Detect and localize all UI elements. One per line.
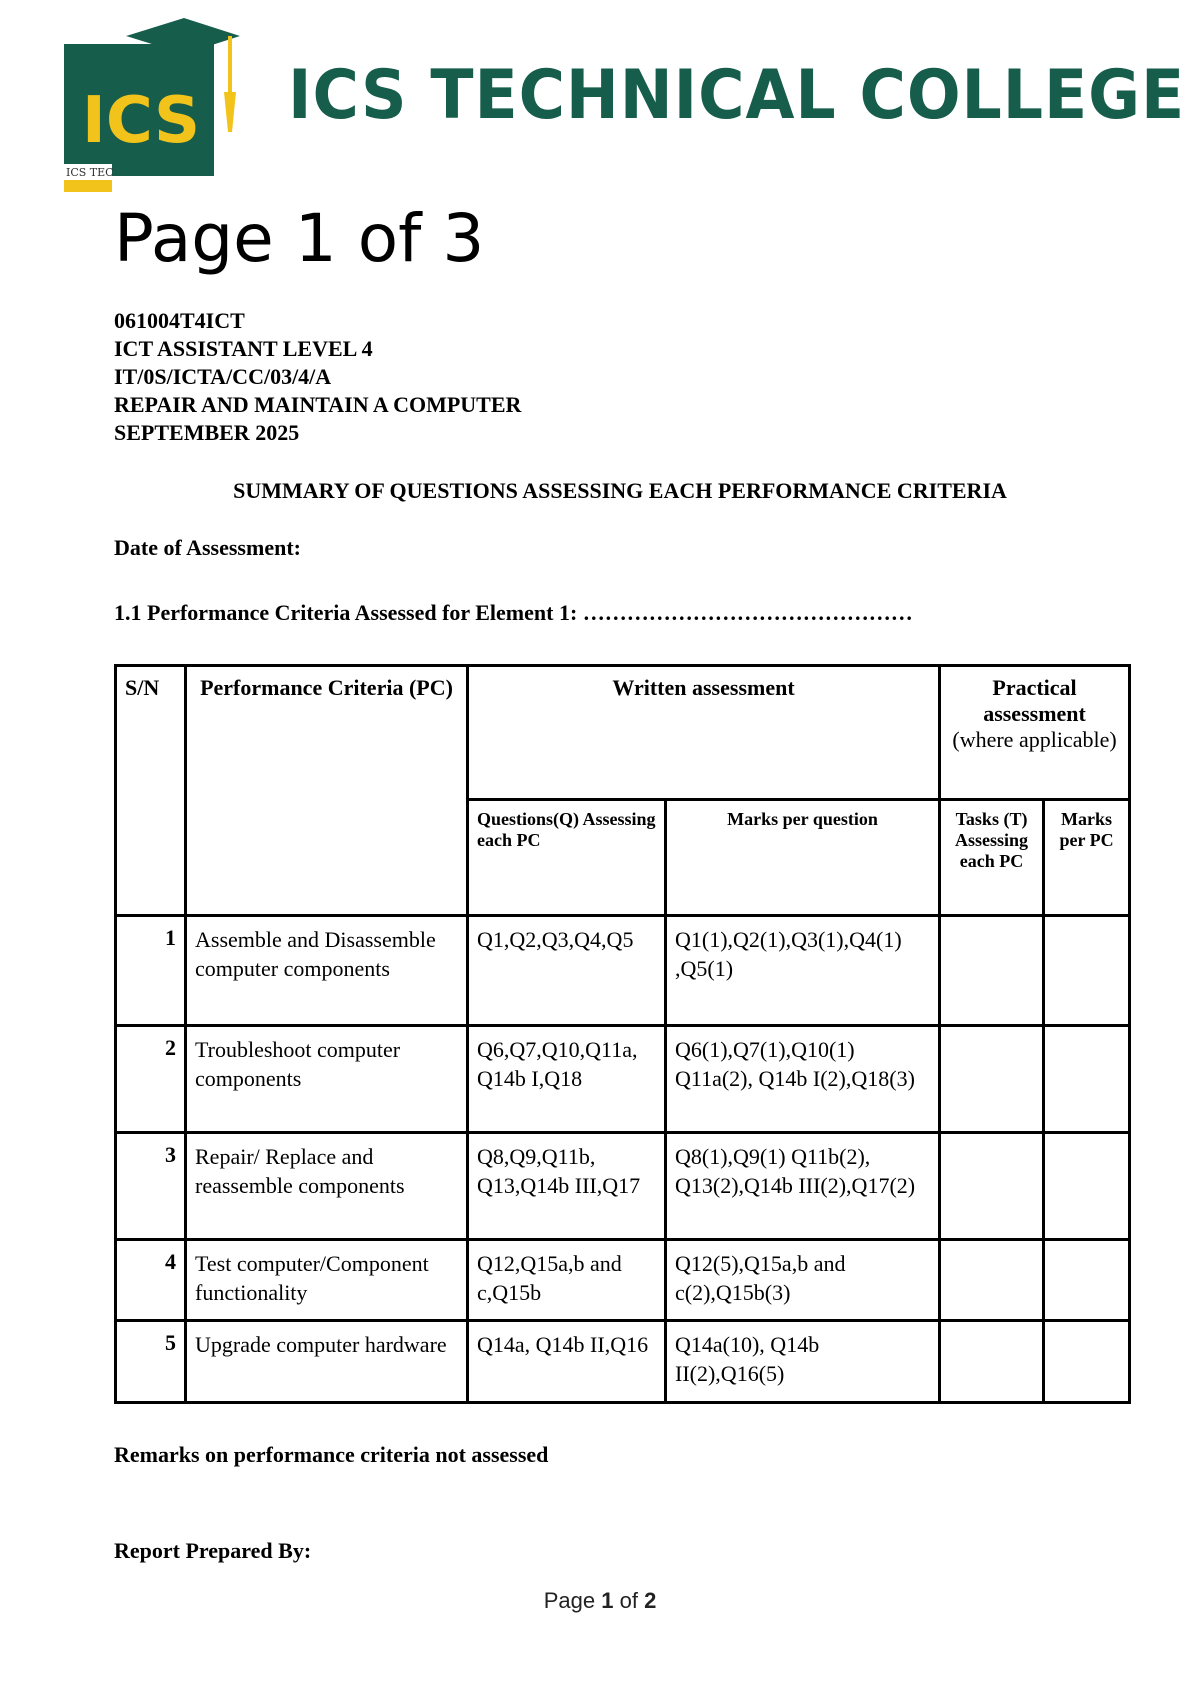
row-marks: Q6(1),Q7(1),Q10(1) Q11a(2), Q14b I(2),Q18(3) bbox=[666, 1026, 940, 1133]
row-tasks bbox=[940, 1321, 1044, 1403]
row-marks-pc bbox=[1044, 1026, 1130, 1133]
row-sn: 5 bbox=[116, 1321, 186, 1403]
row-marks-pc bbox=[1044, 1321, 1130, 1403]
table-row bbox=[116, 916, 1130, 1026]
header-practical-note: (where applicable) bbox=[952, 727, 1117, 752]
college-name: ICS TECHNICAL COLLEGE bbox=[288, 56, 1186, 135]
logo-subtext: ICS TEC bbox=[66, 166, 114, 179]
pc-element-line: 1.1 Performance Criteria Assessed for Element 1: ……………………………………… bbox=[114, 600, 913, 625]
row-tasks bbox=[940, 1240, 1044, 1321]
header-questions: Questions(Q) Assessing each PC bbox=[468, 800, 666, 916]
table-row bbox=[116, 1133, 1130, 1240]
row-marks: Q8(1),Q9(1) Q11b(2), Q13(2),Q14b III(2),Q17(2) bbox=[666, 1133, 940, 1240]
header-practical-title: Practical assessment bbox=[983, 675, 1086, 726]
course-code: 061004T4ICT bbox=[114, 308, 245, 333]
college-logo bbox=[64, 14, 254, 194]
header bbox=[64, 14, 1186, 194]
table-row bbox=[116, 1240, 1130, 1321]
row-sn: 1 bbox=[116, 916, 186, 1026]
remarks-label: Remarks on performance criteria not assessed bbox=[114, 1442, 549, 1467]
row-pc: Repair/ Replace and reassemble components bbox=[186, 1133, 468, 1240]
row-sn: 3 bbox=[116, 1133, 186, 1240]
row-pc: Upgrade computer hardware bbox=[186, 1321, 468, 1403]
course-level: ICT ASSISTANT LEVEL 4 bbox=[114, 336, 373, 361]
row-marks-pc bbox=[1044, 1133, 1130, 1240]
row-marks: Q14a(10), Q14b II(2),Q16(5) bbox=[666, 1321, 940, 1403]
footer-of-word: of bbox=[619, 1588, 638, 1613]
summary-title: SUMMARY OF QUESTIONS ASSESSING EACH PERFORMANCE CRITERIA bbox=[233, 478, 1007, 503]
header-pc: Performance Criteria (PC) bbox=[186, 666, 468, 916]
header-marks-per-pc: Marks per PC bbox=[1044, 800, 1130, 916]
table-row bbox=[116, 1321, 1130, 1403]
footer-total-pages: 2 bbox=[644, 1588, 657, 1613]
row-questions: Q8,Q9,Q11b, Q13,Q14b III,Q17 bbox=[468, 1133, 666, 1240]
header-tasks: Tasks (T) Assessing each PC bbox=[940, 800, 1044, 916]
row-tasks bbox=[940, 1133, 1044, 1240]
document-meta bbox=[114, 307, 521, 447]
row-questions: Q1,Q2,Q3,Q4,Q5 bbox=[468, 916, 666, 1026]
row-sn: 4 bbox=[116, 1240, 186, 1321]
row-marks-pc bbox=[1044, 1240, 1130, 1321]
page-count-heading: Page 1 of 3 bbox=[114, 200, 485, 277]
row-marks-pc bbox=[1044, 916, 1130, 1026]
performance-criteria-table bbox=[114, 664, 1131, 1404]
page-footer bbox=[0, 1588, 1200, 1614]
header-marks-per-question: Marks per question bbox=[666, 800, 940, 916]
row-tasks bbox=[940, 1026, 1044, 1133]
row-questions: Q14a, Q14b II,Q16 bbox=[468, 1321, 666, 1403]
logo-text: ICS bbox=[82, 84, 201, 158]
row-marks: Q1(1),Q2(1),Q3(1),Q4(1) ,Q5(1) bbox=[666, 916, 940, 1026]
header-written: Written assessment bbox=[468, 666, 940, 800]
header-practical bbox=[940, 666, 1130, 800]
table-row bbox=[116, 1026, 1130, 1133]
row-tasks bbox=[940, 916, 1044, 1026]
footer-current-page: 1 bbox=[601, 1588, 614, 1613]
unit-title: REPAIR AND MAINTAIN A COMPUTER bbox=[114, 392, 522, 417]
header-sn: S/N bbox=[116, 666, 186, 916]
exam-date: SEPTEMBER 2025 bbox=[114, 420, 300, 445]
row-questions: Q12,Q15a,b and c,Q15b bbox=[468, 1240, 666, 1321]
row-pc: Assemble and Disassemble computer components bbox=[186, 916, 468, 1026]
row-marks: Q12(5),Q15a,b and c(2),Q15b(3) bbox=[666, 1240, 940, 1321]
row-pc: Test computer/Component functionality bbox=[186, 1240, 468, 1321]
unit-code: IT/0S/ICTA/CC/03/4/A bbox=[114, 364, 332, 389]
row-questions: Q6,Q7,Q10,Q11a, Q14b I,Q18 bbox=[468, 1026, 666, 1133]
date-of-assessment: Date of Assessment: bbox=[114, 535, 301, 560]
row-sn: 2 bbox=[116, 1026, 186, 1133]
footer-page-word: Page bbox=[543, 1588, 596, 1613]
report-prepared-by: Report Prepared By: bbox=[114, 1538, 312, 1563]
row-pc: Troubleshoot computer components bbox=[186, 1026, 468, 1133]
